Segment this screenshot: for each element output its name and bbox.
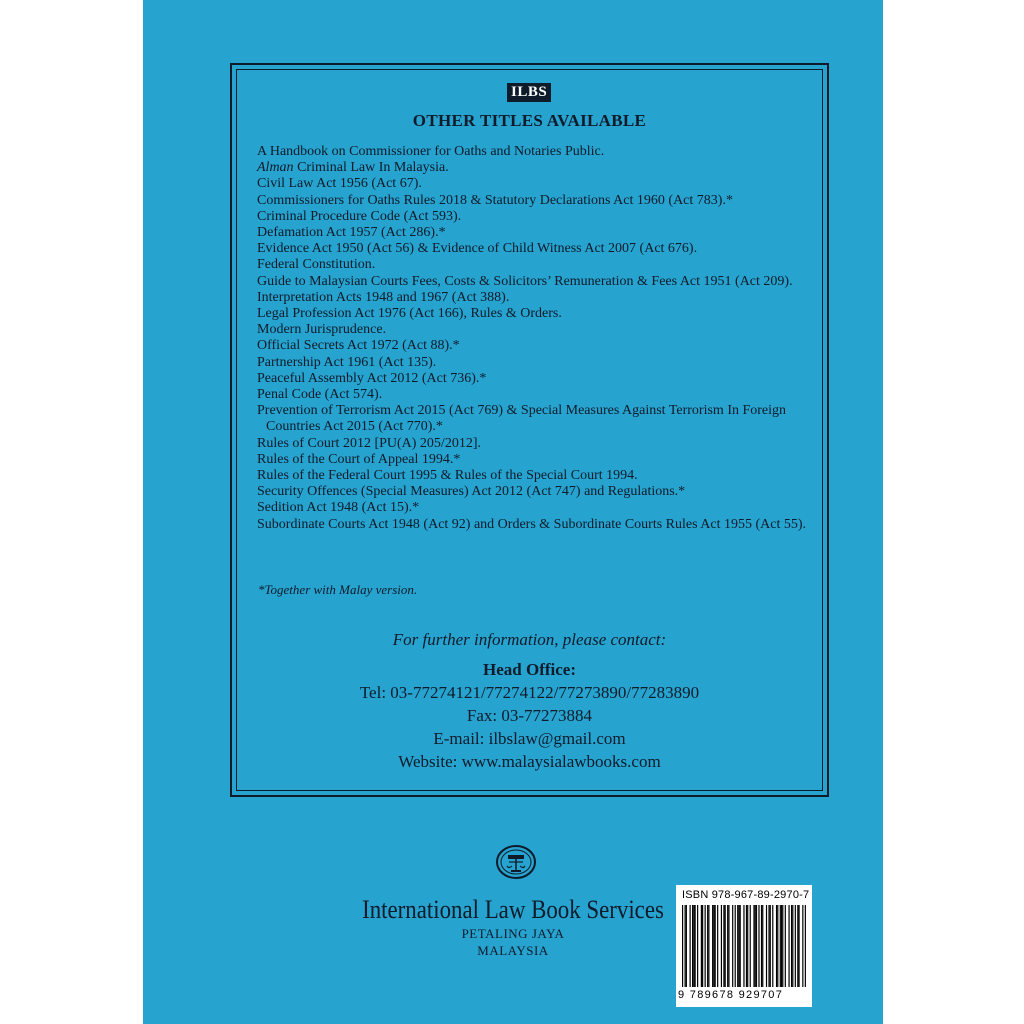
title-item-text: Criminal Procedure Code (Act 593). <box>257 208 462 224</box>
title-item <box>257 193 817 209</box>
barcode-digits: 9 789678 929707 <box>678 989 784 1001</box>
title-item <box>257 176 817 192</box>
title-item <box>257 484 817 500</box>
title-item-text: Penal Code (Act 574). <box>257 387 383 403</box>
publisher-city: PETALING JAYA <box>461 926 565 941</box>
titles-list <box>257 144 817 533</box>
title-item <box>257 144 817 160</box>
title-item-text: Prevention of Terrorism Act 2015 (Act 769) & Special Measures Against Terrorism In Foreign Countries Act 2015 (Act 770).* <box>257 403 787 435</box>
title-item-italic: Alman <box>257 160 294 176</box>
isbn-barcode-label <box>676 885 812 1007</box>
title-item-text: Evidence Act 1950 (Act 56) & Evidence of Child Witness Act 2007 (Act 676). <box>257 241 698 257</box>
other-titles-heading: OTHER TITLES AVAILABLE <box>412 111 647 130</box>
title-item-text: Rules of the Federal Court 1995 & Rules of the Special Court 1994. <box>257 468 638 484</box>
title-item <box>257 306 817 322</box>
title-item <box>257 257 817 273</box>
title-item <box>257 371 817 387</box>
title-item-text: Criminal Law In Malaysia. <box>293 160 449 176</box>
title-item-text: Security Offences (Special Measures) Act 2012 (Act 747) and Regulations.* <box>257 484 686 500</box>
title-item-text: Federal Constitution. <box>257 257 376 273</box>
title-item <box>257 209 817 225</box>
title-item-text: Partnership Act 1961 (Act 135). <box>257 354 437 370</box>
contact-tel: Tel: 03-77274121/77274122/77273890/77283890 <box>359 683 700 702</box>
title-item <box>257 436 817 452</box>
title-item-text: Modern Jurisprudence. <box>257 322 387 338</box>
title-item-text: Defamation Act 1957 (Act 286).* <box>257 225 446 241</box>
ilbs-badge: ILBS <box>507 83 551 102</box>
title-item <box>257 322 817 338</box>
malay-version-note: *Together with Malay version. <box>258 582 418 597</box>
titles-frame <box>230 63 829 797</box>
title-item <box>257 452 817 468</box>
title-item <box>257 290 817 306</box>
title-item <box>257 500 817 516</box>
contact-block <box>232 630 827 773</box>
book-back-cover <box>143 0 883 1024</box>
contact-intro: For further information, please contact: <box>392 630 667 649</box>
title-item <box>257 355 817 371</box>
title-item <box>257 160 817 176</box>
ilbs-seal-icon <box>495 844 537 880</box>
title-item-text: Guide to Malaysian Courts Fees, Costs & Solicitors’ Remuneration & Fees Act 1951 (Act 209). <box>257 273 793 289</box>
publisher-name: International Law Book Services <box>362 895 664 924</box>
title-item-text: Legal Profession Act 1976 (Act 166), Rules & Orders. <box>257 306 562 322</box>
isbn-number: ISBN 978-967-89-2970-7 <box>682 889 810 901</box>
title-item-text: Civil Law Act 1956 (Act 67). <box>257 176 422 192</box>
title-item-text: Commissioners for Oaths Rules 2018 & Statutory Declarations Act 1960 (Act 783).* <box>257 192 733 208</box>
title-item <box>257 338 817 354</box>
title-item-text: A Handbook on Commissioner for Oaths and Notaries Public. <box>257 144 605 159</box>
contact-website: Website: www.malaysialawbooks.com <box>398 752 661 771</box>
title-item-text: Rules of Court 2012 [PU(A) 205/2012]. <box>257 435 481 451</box>
title-item <box>257 517 817 533</box>
contact-fax: Fax: 03-77273884 <box>466 706 593 725</box>
barcode-icon <box>682 905 806 987</box>
title-item-text: Official Secrets Act 1972 (Act 88).* <box>257 338 460 354</box>
publisher-country: MALAYSIA <box>477 943 549 958</box>
title-item-text: Interpretation Acts 1948 and 1967 (Act 388). <box>257 289 510 305</box>
title-item <box>257 387 817 403</box>
title-item <box>257 241 817 257</box>
title-item <box>257 274 817 290</box>
title-item <box>257 403 817 435</box>
title-item-text: Rules of the Court of Appeal 1994.* <box>257 451 461 467</box>
head-office-label: Head Office: <box>483 660 576 679</box>
title-item-text: Peaceful Assembly Act 2012 (Act 736).* <box>257 370 487 386</box>
title-item <box>257 468 817 484</box>
title-item-text: Sedition Act 1948 (Act 15).* <box>257 500 420 516</box>
contact-email: E-mail: ilbslaw@gmail.com <box>433 729 626 748</box>
title-item-text: Subordinate Courts Act 1948 (Act 92) and Orders & Subordinate Courts Rules Act 1955 (Act 55). <box>257 516 807 532</box>
title-item <box>257 225 817 241</box>
